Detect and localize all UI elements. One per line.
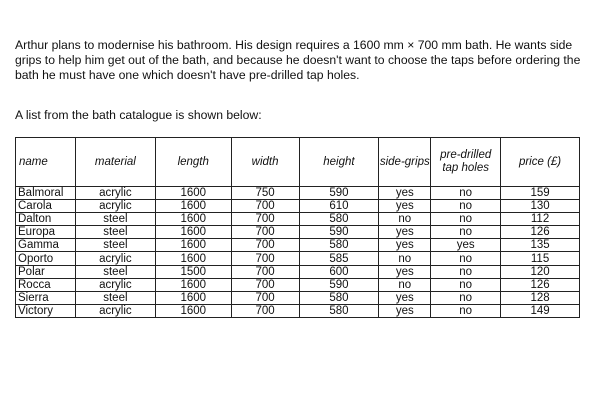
cell-height: 600 bbox=[299, 265, 379, 278]
cell-length: 1600 bbox=[155, 239, 231, 252]
cell-width: 700 bbox=[231, 252, 299, 265]
header-price: price (£) bbox=[501, 138, 580, 187]
cell-price: 120 bbox=[501, 265, 580, 278]
header-length: length bbox=[155, 138, 231, 187]
header-pre-drilled-tap-holes: pre-drilled tap holes bbox=[431, 138, 501, 187]
cell-width: 700 bbox=[231, 304, 299, 317]
cell-price: 126 bbox=[501, 226, 580, 239]
cell-height: 580 bbox=[299, 213, 379, 226]
cell-length: 1500 bbox=[155, 265, 231, 278]
cell-name: Rocca bbox=[16, 278, 76, 291]
cell-side-grips: no bbox=[379, 278, 431, 291]
cell-price: 112 bbox=[501, 213, 580, 226]
table-row bbox=[16, 187, 580, 200]
cell-width: 700 bbox=[231, 291, 299, 304]
cell-side-grips: no bbox=[379, 252, 431, 265]
cell-height: 590 bbox=[299, 278, 379, 291]
cell-material: steel bbox=[75, 239, 155, 252]
cell-pre-drilled: no bbox=[431, 265, 501, 278]
cell-width: 750 bbox=[231, 187, 299, 200]
cell-width: 700 bbox=[231, 265, 299, 278]
header-width: width bbox=[231, 138, 299, 187]
cell-name: Europa bbox=[16, 226, 76, 239]
header-material: material bbox=[75, 138, 155, 187]
cell-length: 1600 bbox=[155, 213, 231, 226]
cell-height: 610 bbox=[299, 200, 379, 213]
table-row bbox=[16, 213, 580, 226]
cell-height: 590 bbox=[299, 226, 379, 239]
cell-price: 128 bbox=[501, 291, 580, 304]
table-row bbox=[16, 252, 580, 265]
cell-price: 135 bbox=[501, 239, 580, 252]
cell-price: 149 bbox=[501, 304, 580, 317]
cell-height: 580 bbox=[299, 304, 379, 317]
cell-pre-drilled: no bbox=[431, 304, 501, 317]
table-row bbox=[16, 200, 580, 213]
cell-material: steel bbox=[75, 226, 155, 239]
cell-length: 1600 bbox=[155, 304, 231, 317]
cell-width: 700 bbox=[231, 239, 299, 252]
table-row bbox=[16, 265, 580, 278]
cell-side-grips: yes bbox=[379, 304, 431, 317]
cell-side-grips: yes bbox=[379, 291, 431, 304]
cell-side-grips: no bbox=[379, 213, 431, 226]
cell-height: 580 bbox=[299, 291, 379, 304]
cell-side-grips: yes bbox=[379, 226, 431, 239]
cell-material: steel bbox=[75, 265, 155, 278]
cell-material: acrylic bbox=[75, 187, 155, 200]
cell-name: Carola bbox=[16, 200, 76, 213]
cell-width: 700 bbox=[231, 278, 299, 291]
cell-name: Dalton bbox=[16, 213, 76, 226]
cell-material: acrylic bbox=[75, 252, 155, 265]
cell-width: 700 bbox=[231, 200, 299, 213]
cell-length: 1600 bbox=[155, 226, 231, 239]
cell-name: Victory bbox=[16, 304, 76, 317]
cell-length: 1600 bbox=[155, 278, 231, 291]
cell-name: Gamma bbox=[16, 239, 76, 252]
cell-price: 159 bbox=[501, 187, 580, 200]
cell-pre-drilled: no bbox=[431, 200, 501, 213]
cell-height: 580 bbox=[299, 239, 379, 252]
cell-price: 126 bbox=[501, 278, 580, 291]
cell-name: Balmoral bbox=[16, 187, 76, 200]
cell-name: Polar bbox=[16, 265, 76, 278]
cell-price: 115 bbox=[501, 252, 580, 265]
cell-pre-drilled: no bbox=[431, 278, 501, 291]
table-row bbox=[16, 226, 580, 239]
cell-name: Oporto bbox=[16, 252, 76, 265]
cell-width: 700 bbox=[231, 213, 299, 226]
cell-pre-drilled: no bbox=[431, 291, 501, 304]
cell-pre-drilled: yes bbox=[431, 239, 501, 252]
catalogue-lead-text: A list from the bath catalogue is shown below: bbox=[15, 108, 262, 122]
table-row bbox=[16, 239, 580, 252]
cell-name: Sierra bbox=[16, 291, 76, 304]
cell-side-grips: yes bbox=[379, 187, 431, 200]
intro-paragraph: Arthur plans to modernise his bathroom. His design requires a 1600 mm × 700 mm bath. He wants side grips to help him get out of the bath, and because he doesn't want to choose the taps before ordering the bath he must have one which doesn't have pre-drilled tap holes. bbox=[15, 38, 581, 82]
table-body bbox=[16, 187, 580, 318]
cell-pre-drilled: no bbox=[431, 226, 501, 239]
table-row bbox=[16, 291, 580, 304]
header-name: name bbox=[16, 138, 76, 187]
cell-material: acrylic bbox=[75, 304, 155, 317]
cell-length: 1600 bbox=[155, 291, 231, 304]
cell-material: acrylic bbox=[75, 200, 155, 213]
cell-height: 585 bbox=[299, 252, 379, 265]
cell-side-grips: yes bbox=[379, 200, 431, 213]
cell-price: 130 bbox=[501, 200, 580, 213]
cell-material: steel bbox=[75, 213, 155, 226]
cell-pre-drilled: no bbox=[431, 252, 501, 265]
cell-height: 590 bbox=[299, 187, 379, 200]
table-row bbox=[16, 278, 580, 291]
header-side-grips: side-grips bbox=[379, 138, 431, 187]
table-header-row bbox=[16, 138, 580, 187]
bath-catalogue-table bbox=[15, 137, 580, 318]
header-height: height bbox=[299, 138, 379, 187]
cell-width: 700 bbox=[231, 226, 299, 239]
table-row bbox=[16, 304, 580, 317]
cell-pre-drilled: no bbox=[431, 187, 501, 200]
cell-length: 1600 bbox=[155, 252, 231, 265]
cell-side-grips: yes bbox=[379, 239, 431, 252]
cell-length: 1600 bbox=[155, 200, 231, 213]
cell-material: acrylic bbox=[75, 278, 155, 291]
cell-material: steel bbox=[75, 291, 155, 304]
cell-side-grips: yes bbox=[379, 265, 431, 278]
cell-length: 1600 bbox=[155, 187, 231, 200]
cell-pre-drilled: no bbox=[431, 213, 501, 226]
